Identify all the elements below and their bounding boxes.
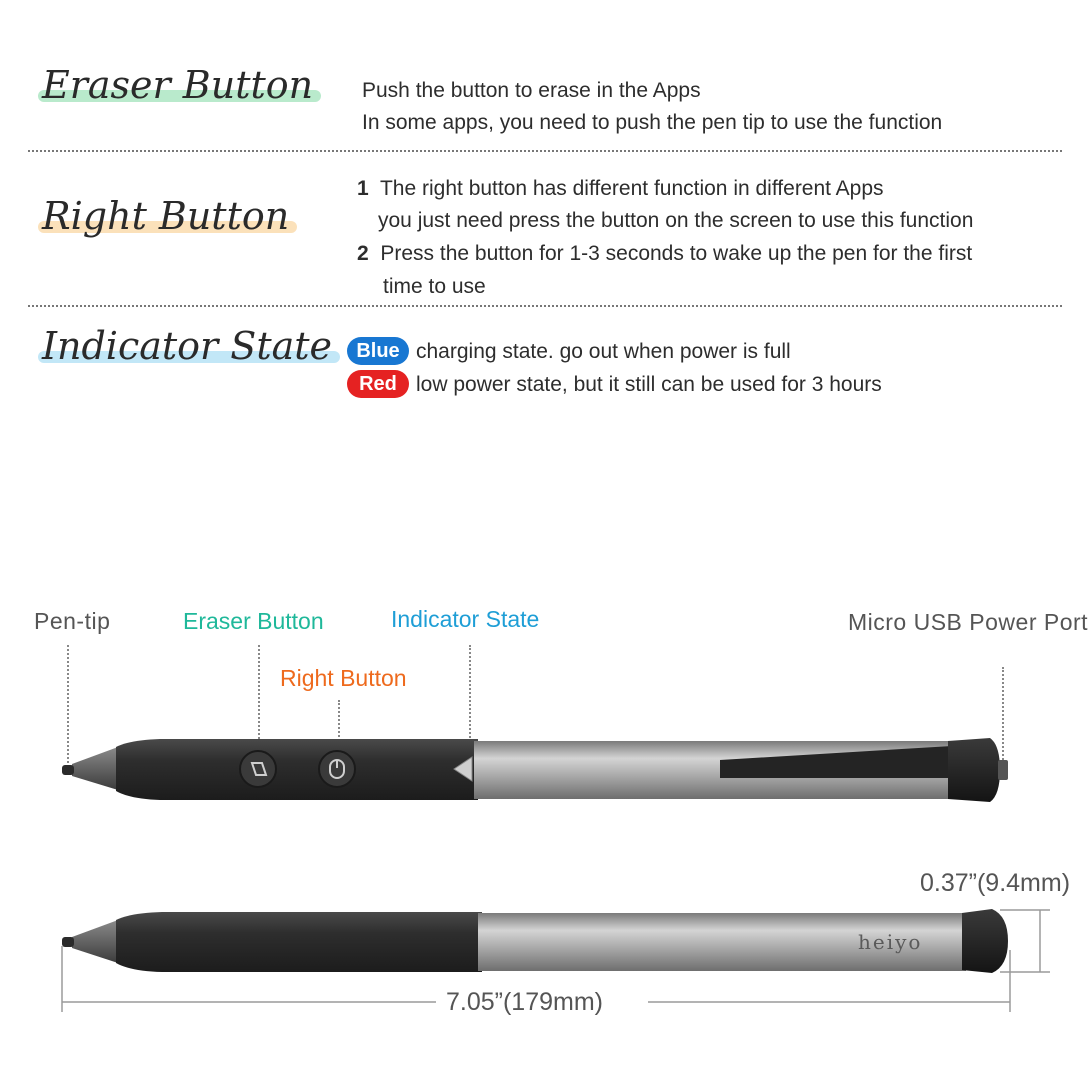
right-item-1-line-2: you just need press the button on the screen to use this function	[378, 209, 974, 232]
blue-state-text: charging state. go out when power is full	[416, 340, 791, 363]
right-button-callout: Right Button	[280, 665, 407, 691]
eraser-line-1: Push the button to erase in the Apps	[362, 79, 701, 102]
usb-port-callout: Micro USB Power Port	[848, 609, 1088, 635]
indicator-state-callout: Indicator State	[391, 606, 540, 632]
right-item-2-line-1: 2 Press the button for 1-3 seconds to wake up the pen for the first	[357, 242, 973, 265]
right-item-2-line-2: time to use	[383, 275, 486, 298]
pen-tip-nib	[62, 937, 74, 947]
pen-tip-shape	[72, 920, 118, 963]
right-button-heading: Right Button	[42, 197, 289, 235]
indicator-state-heading: Indicator State	[42, 327, 332, 365]
diameter-label: 0.37”(9.4mm)	[920, 869, 1071, 897]
usb-port-shape	[998, 760, 1008, 780]
right-item-1-line-1: 1 The right button has different function in different Apps	[357, 177, 884, 200]
end-cap	[948, 738, 1000, 802]
blue-state-badge: Blue	[347, 337, 409, 365]
upper-pen	[62, 738, 1008, 802]
eraser-line-2: In some apps, you need to push the pen tip to use the function	[362, 111, 943, 134]
grip-section	[116, 912, 482, 972]
eraser-button-heading: Eraser Button	[42, 66, 313, 104]
red-state-badge: Red	[347, 370, 409, 398]
brand-logo: heiyo	[858, 930, 923, 954]
end-cap	[962, 909, 1008, 973]
grip-section	[116, 739, 478, 800]
pen-tip-callout: Pen-tip	[34, 608, 111, 634]
pen-tip-nib	[62, 765, 74, 775]
eraser-button-shape	[240, 751, 276, 787]
length-label: 7.05”(179mm)	[446, 988, 603, 1016]
right-button-shape	[319, 751, 355, 787]
pen-tip-shape	[72, 747, 118, 790]
red-state-text: low power state, but it still can be used for 3 hours	[416, 373, 882, 396]
eraser-button-callout: Eraser Button	[183, 608, 324, 634]
